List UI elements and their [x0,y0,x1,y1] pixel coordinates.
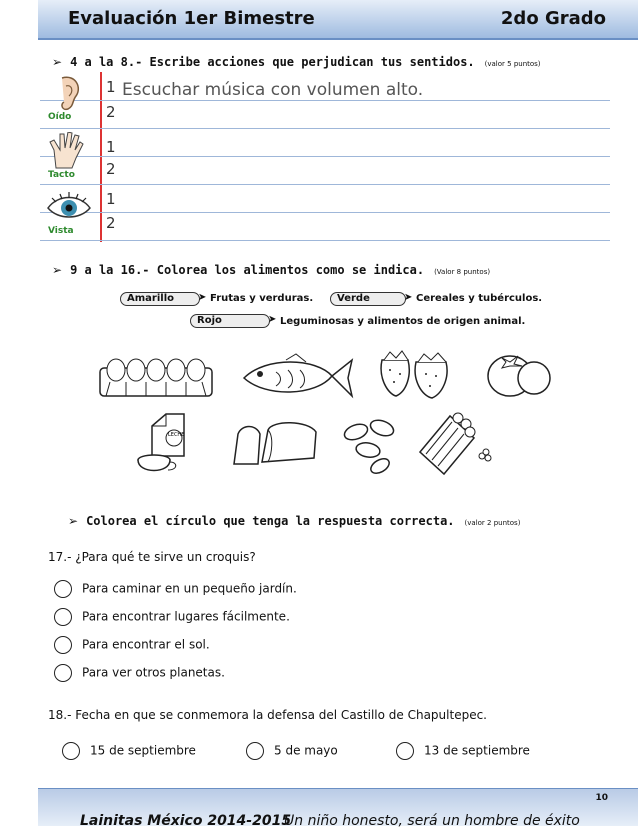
answer-option-text: 15 de septiembre [90,743,196,758]
strawberries-icon [376,348,456,400]
legend-verde-text: Cereales y tubérculos. [416,293,543,304]
sample-answer: Escuchar música con volumen alto. [122,80,424,100]
sense-label-oido: Oído [48,112,72,122]
beans-icon [340,414,410,474]
page-footer [38,788,638,829]
line-number: 2 [106,103,116,121]
answer-option[interactable] [54,580,297,598]
legend-amarillo: Amarillo [120,292,200,306]
answer-option[interactable] [54,664,225,682]
answer-circle[interactable] [54,664,72,682]
answer-option[interactable] [62,742,196,760]
question-senses-text: 4 a la 8.- Escribe acciones que perjudican tus sentidos. [70,55,475,69]
sense-row-vista [40,186,610,242]
fish-icon [236,352,356,402]
legend-amarillo-text: Frutas y verduras. [210,293,314,304]
answer-option[interactable] [54,636,210,654]
answer-circle[interactable] [54,580,72,598]
question-senses-points: (valor 5 puntos) [484,60,541,68]
line-number: 1 [106,78,116,96]
milk-carton-label: LECHE [168,432,185,438]
answer-circle[interactable] [246,742,264,760]
answer-option-text: 5 de mayo [274,743,338,758]
question-18: 18.- Fecha en que se conmemora la defensa del Castillo de Chapultepec. [48,708,487,722]
header-title: Evaluación 1er Bimestre [68,8,315,29]
answer-option-text: Para caminar en un pequeño jardín. [82,581,297,596]
question-17: 17.- ¿Para qué te sirve un croquis? [48,550,256,564]
answer-option-text: 13 de septiembre [424,743,530,758]
page-header [38,0,638,40]
question-food-points: (Valor 8 puntos) [434,268,491,276]
tomatoes-icon [484,348,554,400]
question-senses-heading [52,55,541,69]
legend-rojo: Rojo [190,314,270,328]
bullet-arrow-icon: ➢ [52,263,63,277]
line-number: 1 [106,190,116,208]
sense-row-oido [40,72,610,128]
bullet-arrow-icon: ➢ [68,514,79,528]
legend-arrow-icon: ➤ [198,292,207,303]
line-number: 2 [106,214,116,232]
answer-circle[interactable] [54,636,72,654]
sense-label-tacto: Tacto [48,170,75,180]
senses-table [40,72,610,242]
header-grade: 2do Grado [500,8,606,29]
footer-right-text: Un niño honesto, será un hombre de éxito [284,813,580,829]
answer-option-text: Para encontrar lugares fácilmente. [82,609,290,624]
answer-option[interactable] [54,608,290,626]
line-number: 1 [106,138,116,156]
answer-circle[interactable] [396,742,414,760]
color-legend [120,288,560,338]
question-food-text: 9 a la 16.- Colorea los alimentos como se indica. [70,263,425,277]
answer-circle[interactable] [54,608,72,626]
line-number: 2 [106,160,116,178]
bread-icon [228,418,324,468]
question-circle-points: (valor 2 puntos) [464,519,521,527]
legend-verde: Verde [330,292,406,306]
answer-option[interactable] [246,742,338,760]
sense-row-tacto [40,130,610,186]
legend-arrow-icon: ➤ [404,292,413,303]
milk-carton-icon [136,410,206,476]
hand-icon [44,132,94,170]
eggs-carton-icon [96,352,216,402]
answer-option-text: Para ver otros planetas. [82,665,225,680]
legend-arrow-icon: ➤ [268,314,277,325]
answer-option-text: Para encontrar el sol. [82,637,210,652]
popcorn-bag-icon [414,410,498,476]
footer-left-text: Lainitas México 2014-2015 [80,813,292,829]
ear-icon [44,74,94,112]
bullet-arrow-icon: ➢ [52,55,63,69]
question-circle-text: Colorea el círculo que tenga la respuesta correcta. [86,514,455,528]
answer-option[interactable] [396,742,530,760]
question-circle-heading [68,514,520,528]
answer-circle[interactable] [62,742,80,760]
ruled-line [40,128,610,129]
sense-label-vista: Vista [48,226,74,236]
legend-rojo-text: Leguminosas y alimentos de origen animal. [280,316,526,327]
page-number: 10 [595,793,608,803]
question-food-heading [52,263,490,277]
eye-icon [44,188,94,226]
